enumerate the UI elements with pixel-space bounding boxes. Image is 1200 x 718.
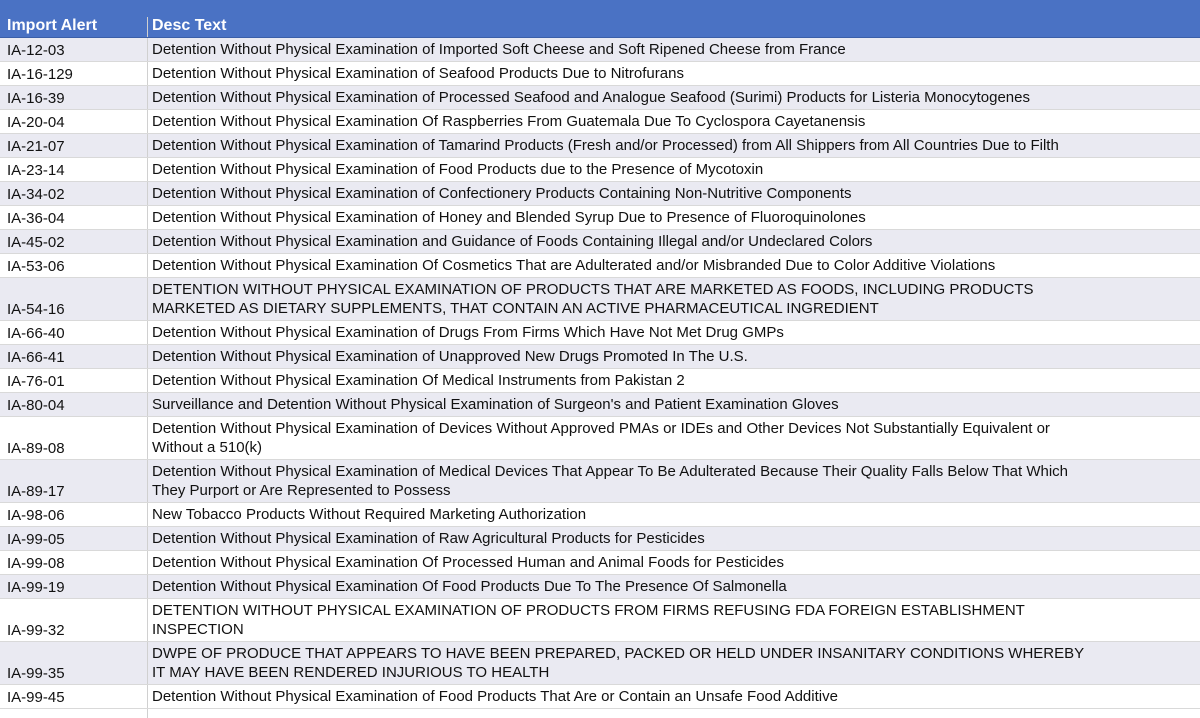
import-alert-cell[interactable]: IA-99-32 [0, 599, 148, 641]
table-row [0, 321, 1200, 345]
import-alert-cell[interactable]: IA-20-04 [0, 110, 148, 133]
table-row [0, 685, 1200, 709]
desc-text-cell[interactable] [148, 38, 1200, 61]
desc-text-line: Detention Without Physical Examination Of Food Products Due To The Presence Of Salmonella [152, 578, 787, 595]
desc-text-line: Detention Without Physical Examination of Food Products due to the Presence of Mycotoxin [152, 161, 764, 178]
desc-text-line: Detention Without Physical Examination Of Processed Human and Animal Foods for Pesticides [152, 554, 784, 571]
import-alert-cell[interactable]: IA-66-41 [0, 345, 148, 368]
import-alert-cell[interactable]: IA-66-40 [0, 321, 148, 344]
desc-text-line: New Tobacco Products Without Required Marketing Authorization [152, 506, 587, 523]
table-row [0, 278, 1200, 321]
desc-text-line: Detention Without Physical Examination Of Medical Instruments from Pakistan 2 [152, 372, 685, 389]
import-alert-cell[interactable]: IA-98-06 [0, 503, 148, 526]
desc-text-cell[interactable] [148, 599, 1200, 641]
desc-text-cell[interactable] [148, 369, 1200, 392]
desc-text-cell[interactable] [148, 62, 1200, 85]
desc-text-cell[interactable] [148, 393, 1200, 416]
desc-text-line: DETENTION WITHOUT PHYSICAL EXAMINATION OF PRODUCTS FROM FIRMS REFUSING FDA FOREIGN ESTABLISHMENT [152, 602, 1025, 619]
import-alert-cell[interactable]: IA-21-07 [0, 134, 148, 157]
import-alert-cell[interactable]: IA-16-39 [0, 86, 148, 109]
desc-text-line: Detention Without Physical Examination of Drugs From Firms Which Have Not Met Drug GMPs [152, 324, 784, 341]
table-row [0, 551, 1200, 575]
desc-text-cell[interactable] [148, 575, 1200, 598]
desc-text-line: Detention Without Physical Examination of Confectionery Products Containing Non-Nutritive Components [152, 185, 852, 202]
import-alert-cell[interactable]: IA-36-04 [0, 206, 148, 229]
header-row [0, 0, 1200, 38]
import-alert-cell[interactable]: IA-53-06 [0, 254, 148, 277]
table-row [0, 369, 1200, 393]
desc-text-cell[interactable] [148, 158, 1200, 181]
desc-text-cell[interactable] [148, 345, 1200, 368]
desc-text-line: Detention Without Physical Examination of Imported Soft Cheese and Soft Ripened Cheese from France [152, 41, 846, 58]
table-row [0, 503, 1200, 527]
table-row [0, 110, 1200, 134]
desc-text-line: Detention Without Physical Examination of Tamarind Products (Fresh and/or Processed) from All Shippers from All Countries Due to Filth [152, 137, 1059, 154]
desc-text-cell[interactable] [148, 86, 1200, 109]
table-body [0, 38, 1200, 709]
import-alert-cell[interactable]: IA-99-08 [0, 551, 148, 574]
table-row [0, 417, 1200, 460]
table-row [0, 642, 1200, 685]
import-alert-cell[interactable]: IA-54-16 [0, 278, 148, 320]
table-row [0, 182, 1200, 206]
import-alert-cell[interactable]: IA-99-45 [0, 685, 148, 708]
desc-text-cell[interactable] [148, 321, 1200, 344]
desc-text-cell[interactable] [148, 182, 1200, 205]
desc-text-cell[interactable] [148, 417, 1200, 459]
import-alert-cell[interactable]: IA-45-02 [0, 230, 148, 253]
desc-text-cell[interactable] [148, 230, 1200, 253]
desc-text-cell[interactable] [148, 460, 1200, 502]
desc-text-line: MARKETED AS DIETARY SUPPLEMENTS, THAT CONTAIN AN ACTIVE PHARMACEUTICAL INGREDIENT [152, 300, 879, 317]
desc-text-cell[interactable] [148, 206, 1200, 229]
import-alert-cell[interactable]: IA-12-03 [0, 38, 148, 61]
import-alert-cell[interactable]: IA-23-14 [0, 158, 148, 181]
table-row [0, 254, 1200, 278]
table-row [0, 38, 1200, 62]
desc-text-line: Detention Without Physical Examination of Devices Without Approved PMAs or IDEs and Other Devices Not Substantially Equivalent or [152, 420, 1050, 437]
desc-text-line: Detention Without Physical Examination of Unapproved New Drugs Promoted In The U.S. [152, 348, 748, 365]
desc-text-line: DWPE OF PRODUCE THAT APPEARS TO HAVE BEEN PREPARED, PACKED OR HELD UNDER INSANITARY CONDITIONS WHEREBY [152, 645, 1085, 662]
table-row [0, 393, 1200, 417]
import-alert-cell[interactable]: IA-99-19 [0, 575, 148, 598]
desc-text-cell[interactable] [148, 110, 1200, 133]
desc-text-line: Surveillance and Detention Without Physical Examination of Surgeon's and Patient Examination Gloves [152, 396, 839, 413]
table-row [0, 599, 1200, 642]
table-row [0, 230, 1200, 254]
import-alert-cell[interactable]: IA-80-04 [0, 393, 148, 416]
table-row [0, 575, 1200, 599]
desc-text-line: Without a 510(k) [152, 439, 263, 456]
desc-text-cell[interactable] [148, 254, 1200, 277]
desc-text-cell[interactable] [148, 503, 1200, 526]
desc-text-line: Detention Without Physical Examination and Guidance of Foods Containing Illegal and/or Undeclared Colors [152, 233, 873, 250]
import-alert-cell[interactable]: IA-76-01 [0, 369, 148, 392]
desc-text-line: Detention Without Physical Examination of Seafood Products Due to Nitrofurans [152, 65, 684, 82]
column-header-import-alert[interactable]: Import Alert [0, 17, 148, 37]
desc-text-cell[interactable] [148, 642, 1200, 684]
table-row [0, 345, 1200, 369]
table-row [0, 86, 1200, 110]
import-alert-cell[interactable]: IA-99-35 [0, 642, 148, 684]
desc-text-line: INSPECTION [152, 621, 244, 638]
table-row [0, 158, 1200, 182]
desc-text-cell[interactable] [148, 134, 1200, 157]
desc-text-line: Detention Without Physical Examination of Honey and Blended Syrup Due to Presence of Fluoroquinolones [152, 209, 866, 226]
column-header-desc-text[interactable]: Desc Text [152, 17, 227, 34]
import-alert-cell[interactable]: IA-34-02 [0, 182, 148, 205]
table-row [0, 527, 1200, 551]
desc-text-line: DETENTION WITHOUT PHYSICAL EXAMINATION OF PRODUCTS THAT ARE MARKETED AS FOODS, INCLUDING PRODUCTS [152, 281, 1034, 298]
desc-text-line: Detention Without Physical Examination of Raw Agricultural Products for Pesticides [152, 530, 705, 547]
table-row [0, 134, 1200, 158]
desc-text-line: Detention Without Physical Examination Of Cosmetics That are Adulterated and/or Misbranded Due to Color Additive Violations [152, 257, 996, 274]
import-alert-cell[interactable]: IA-89-17 [0, 460, 148, 502]
desc-text-line: Detention Without Physical Examination of Food Products That Are or Contain an Unsafe Food Additive [152, 688, 838, 705]
table-row [0, 460, 1200, 503]
desc-text-line: Detention Without Physical Examination of Processed Seafood and Analogue Seafood (Surimi) Products for Listeria Monocytogenes [152, 89, 1030, 106]
desc-text-cell[interactable] [148, 278, 1200, 320]
import-alert-cell[interactable]: IA-99-05 [0, 527, 148, 550]
desc-text-line: Detention Without Physical Examination Of Raspberries From Guatemala Due To Cyclospora Cayetanensis [152, 113, 866, 130]
desc-text-line: They Purport or Are Represented to Possess [152, 482, 451, 499]
desc-text-cell[interactable] [148, 551, 1200, 574]
desc-text-cell[interactable] [148, 685, 1200, 708]
import-alert-cell[interactable]: IA-16-129 [0, 62, 148, 85]
table-row [0, 206, 1200, 230]
desc-text-line: IT MAY HAVE BEEN RENDERED INJURIOUS TO HEALTH [152, 664, 550, 681]
table-row [0, 62, 1200, 86]
desc-text-cell[interactable] [148, 527, 1200, 550]
import-alert-cell[interactable]: IA-89-08 [0, 417, 148, 459]
desc-text-line: Detention Without Physical Examination of Medical Devices That Appear To Be Adulterated Because Their Quality Falls Below That Which [152, 463, 1069, 480]
